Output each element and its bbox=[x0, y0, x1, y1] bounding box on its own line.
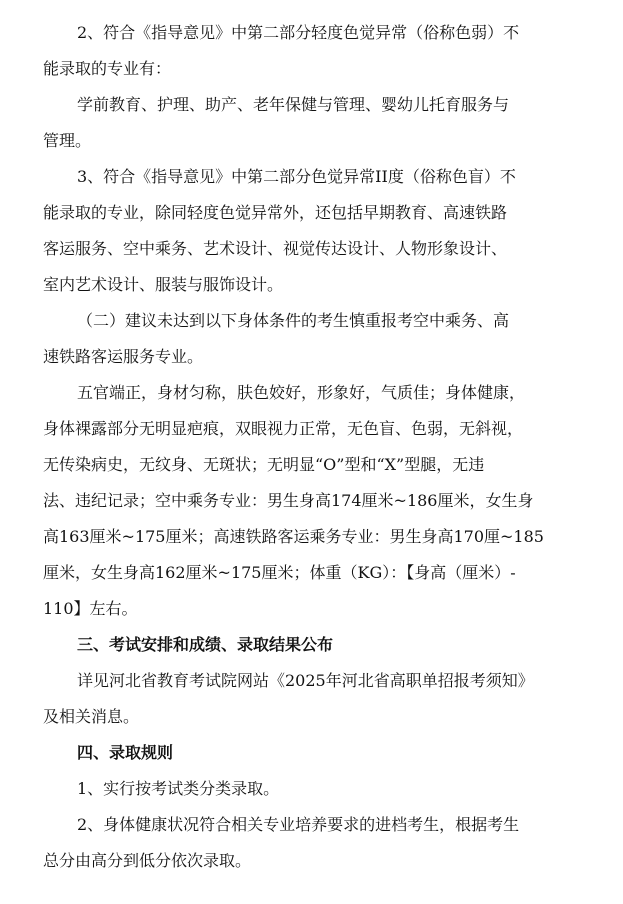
section-heading: 四、录取规则 bbox=[77, 743, 174, 762]
paragraph-line: 1、实行按考试类分类录取。 bbox=[77, 779, 280, 798]
paragraph-line: 身体裸露部分无明显疤痕，双眼视力正常，无色盲、色弱，无斜视， bbox=[43, 419, 524, 438]
paragraph-line: 高163厘米~175厘米；高速铁路客运乘务专业：男生身高170厘~185 bbox=[43, 527, 544, 546]
paragraph-line: 管理。 bbox=[43, 131, 92, 150]
paragraph-line: 详见河北省教育考试院网站《2025年河北省高职单招报考须知》 bbox=[77, 671, 534, 690]
section-heading: 三、考试安排和成绩、录取结果公布 bbox=[77, 635, 334, 654]
paragraph-line: 客运服务、空中乘务、艺术设计、视觉传达设计、人物形象设计、 bbox=[43, 239, 508, 258]
paragraph-line: 五官端正，身材匀称，肤色姣好，形象好，气质佳；身体健康， bbox=[77, 383, 526, 402]
paragraph-line: 室内艺术设计、服装与服饰设计。 bbox=[43, 275, 284, 294]
paragraph-line: 厘米，女生身高162厘米~175厘米；体重（KG）：【身高（厘米）- bbox=[43, 563, 516, 582]
paragraph-line: 2、符合《指导意见》中第二部分轻度色觉异常（俗称色弱）不 bbox=[77, 23, 520, 42]
paragraph-line: （二）建议未达到以下身体条件的考生慎重报考空中乘务、高 bbox=[77, 311, 510, 330]
paragraph-line: 3、符合《指导意见》中第二部分色觉异常II度（俗称色盲）不 bbox=[77, 167, 516, 186]
paragraph-line: 能录取的专业，除同轻度色觉异常外，还包括早期教育、高速铁路 bbox=[43, 203, 508, 222]
paragraph-line: 2、身体健康状况符合相关专业培养要求的进档考生，根据考生 bbox=[77, 815, 520, 834]
paragraph-line: 法、违纪记录；空中乘务专业：男生身高174厘米~186厘米，女生身 bbox=[43, 491, 534, 510]
paragraph-line: 速铁路客运服务专业。 bbox=[43, 347, 204, 366]
paragraph-line: 及相关消息。 bbox=[43, 707, 140, 726]
paragraph-line: 110】左右。 bbox=[43, 599, 138, 618]
paragraph-line: 无传染病史，无纹身、无斑状；无明显“O”型和“X”型腿，无违 bbox=[43, 455, 485, 474]
paragraph-line: 总分由高分到低分依次录取。 bbox=[43, 851, 252, 870]
paragraph-line: 学前教育、护理、助产、老年保健与管理、婴幼儿托育服务与 bbox=[77, 95, 510, 114]
paragraph-line: 能录取的专业有： bbox=[43, 59, 172, 78]
